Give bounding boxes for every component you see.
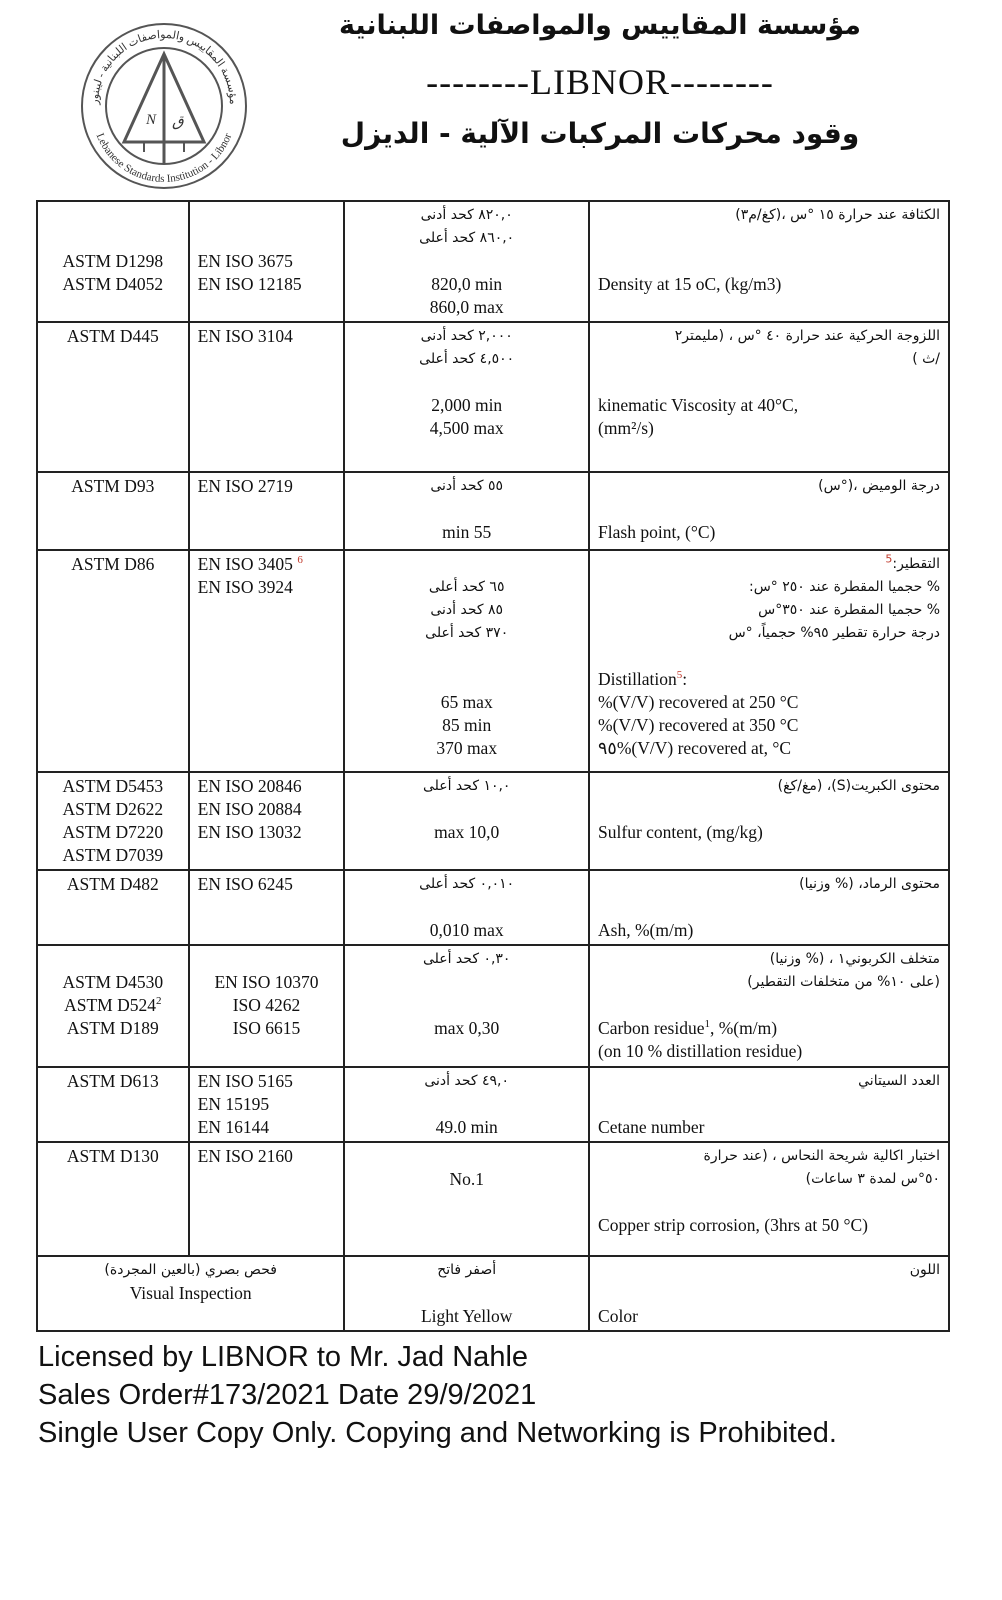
limit-value-en: 2,000 min bbox=[431, 395, 503, 415]
property-name-en: Color bbox=[598, 1306, 638, 1326]
astm-method: ASTM D524 bbox=[64, 995, 157, 1015]
limit-value-ar: ٤,٥٠٠ كحد أعلى bbox=[419, 351, 515, 367]
libnor-seal-logo bbox=[78, 14, 250, 194]
footnote-marker: 1 bbox=[704, 1018, 710, 1031]
en-method-cell bbox=[189, 870, 345, 945]
limit-value-en: 0,010 max bbox=[429, 920, 504, 940]
method-cell bbox=[37, 1256, 344, 1331]
table-row bbox=[37, 550, 949, 772]
property-name-en: Cetane number bbox=[598, 1117, 705, 1137]
en-method: EN ISO 13032 bbox=[197, 822, 302, 842]
property-name-ar: درجة الوميض ،(°س) bbox=[818, 478, 940, 494]
astm-method: ASTM D93 bbox=[71, 476, 155, 496]
limit-value-ar: ٢,٠٠٠ كحد أدنى bbox=[420, 328, 513, 344]
property-name-en: %(V/V) recovered at 350 °C bbox=[598, 715, 799, 735]
en-method: EN ISO 2160 bbox=[197, 1146, 293, 1166]
property-unit: , %(m/m) bbox=[709, 1018, 778, 1038]
limit-value-en: 4,500 max bbox=[429, 418, 504, 438]
astm-method: ASTM D482 bbox=[66, 874, 159, 894]
license-footer bbox=[38, 1338, 978, 1452]
property-name-en: Sulfur content, (mg/kg) bbox=[598, 822, 763, 842]
property-name-ar: محتوى الكبريت(S)، (مغ/كغ) bbox=[777, 778, 940, 794]
en-method-cell bbox=[189, 472, 345, 550]
limit-value-cell bbox=[344, 201, 589, 322]
property-name-ar: /ث ) bbox=[912, 351, 940, 367]
property-name-en: (on 10 % distillation residue) bbox=[598, 1041, 803, 1061]
en-method: EN 16144 bbox=[197, 1117, 270, 1137]
astm-method-cell bbox=[37, 472, 189, 550]
en-method-cell bbox=[189, 772, 345, 870]
table-row bbox=[37, 201, 949, 322]
en-method: EN ISO 3675 bbox=[197, 251, 293, 271]
document-title: وقود محركات المركبات الآلية - الديزل bbox=[340, 117, 860, 150]
en-method: ISO 6615 bbox=[232, 1018, 301, 1038]
method-name-en: Visual Inspection bbox=[129, 1283, 252, 1303]
footnote-marker: 5 bbox=[676, 669, 683, 682]
limit-value-ar: ٦٥ كحد أعلى bbox=[428, 579, 505, 595]
property-cell bbox=[589, 1256, 949, 1331]
astm-method: ASTM D1298 bbox=[62, 251, 164, 271]
limit-value-cell bbox=[344, 1067, 589, 1142]
en-method-cell bbox=[189, 1142, 345, 1256]
en-method-cell bbox=[189, 1067, 345, 1142]
seal-ring-text-ar: مؤسسة المقاييس والمواصفات اللبنانية - ليبنور bbox=[88, 28, 240, 105]
limit-value-en: 49.0 min bbox=[435, 1117, 498, 1137]
limit-value-ar: ٣٧٠ كحد أعلى bbox=[425, 625, 509, 641]
footnote-marker: 5 bbox=[885, 552, 893, 566]
en-method: ISO 4262 bbox=[232, 995, 301, 1015]
property-name-ar: ٥٠°س لمدة ٣ ساعات) bbox=[805, 1171, 940, 1187]
en-method-cell bbox=[189, 945, 345, 1067]
property-name-en: (mm²/s) bbox=[598, 418, 654, 438]
property-cell bbox=[589, 322, 949, 472]
limit-value-en: 85 min bbox=[442, 715, 492, 735]
limit-value-en: 370 max bbox=[436, 738, 498, 758]
sales-order-line: Sales Order#173/2021 Date 29/9/2021 bbox=[38, 1379, 537, 1411]
property-name-en: Ash, %(m/m) bbox=[598, 920, 694, 940]
en-method-cell bbox=[189, 201, 345, 322]
property-name-en: Distillation bbox=[598, 669, 677, 689]
limit-value-ar: ٠,٠١٠ كحد أعلى bbox=[419, 876, 515, 892]
property-name-en: Density at 15 oC, (kg/m3) bbox=[598, 274, 782, 294]
property-cell bbox=[589, 1142, 949, 1256]
seal-letter-qaf: ق bbox=[172, 114, 184, 130]
property-cell: التقطير:$^5$ % حجميا المقطرة عند ٢٥٠ °س: % حجميا المقطرة عند ٣٥٠°س درجة حرارة تقطير ٩٥% حجمياً، °س Distillation$^5$: %(V/V) recovered at 250 °C %(V/V) recovered at 350 °C ٩٥%(V/V) recovered at, °C bbox=[589, 550, 949, 772]
property-name-ar: متخلف الكربوني١ ، (% وزنيا) bbox=[769, 951, 940, 967]
limit-value-en: max 0,30 bbox=[434, 1018, 500, 1038]
org-name-english: --------LIBNOR-------- bbox=[426, 62, 774, 102]
table-row bbox=[37, 772, 949, 870]
property-name-en: Carbon residue bbox=[598, 1018, 705, 1038]
table-row bbox=[37, 1142, 949, 1256]
en-method: EN ISO 20884 bbox=[197, 799, 302, 819]
limit-value-ar: ٥٥ كحد أدنى bbox=[430, 478, 504, 494]
limit-value-ar: ١٠,٠ كحد أعلى bbox=[422, 778, 511, 794]
license-line: Licensed by LIBNOR to Mr. Jad Nahle bbox=[38, 1341, 529, 1373]
limit-value-en: min 55 bbox=[442, 522, 492, 542]
astm-method: ASTM D7039 bbox=[62, 845, 164, 865]
limit-value-en: 820,0 min bbox=[431, 274, 503, 294]
org-name-arabic: مؤسسة المقاييس والمواصفات اللبنانية bbox=[338, 10, 862, 41]
limit-value-ar: ٠,٣٠ كحد أعلى bbox=[422, 951, 511, 967]
property-cell bbox=[589, 945, 949, 1067]
en-method: EN ISO 10370 bbox=[214, 972, 319, 992]
limit-value-ar: ٨٥ كحد أدنى bbox=[430, 602, 504, 618]
property-name-ar: اللزوجة الحركية عند حرارة ٤٠ °س ، (مليمتر٢ bbox=[674, 328, 940, 344]
property-name-ar: (على ١٠% من متخلفات التقطير) bbox=[747, 974, 940, 990]
property-name-ar: التقطير: bbox=[892, 556, 940, 572]
en-method: EN ISO 5165 bbox=[197, 1071, 293, 1091]
en-method: EN ISO 3405 bbox=[197, 554, 293, 574]
property-name-en: kinematic Viscosity at 40°C, bbox=[598, 395, 799, 415]
copy-restriction-line: Single User Copy Only. Copying and Networking is Prohibited. bbox=[38, 1417, 837, 1449]
property-name-ar: محتوى الرماد، (% وزنيا) bbox=[799, 876, 940, 892]
en-method: EN ISO 3924 bbox=[197, 577, 293, 597]
property-name-ar: % حجميا المقطرة عند ٢٥٠ °س: bbox=[748, 579, 940, 595]
en-method-cell bbox=[189, 550, 345, 772]
astm-method: ASTM D5453 bbox=[62, 776, 164, 796]
footnote-marker: 6 bbox=[297, 554, 303, 567]
property-name-ar: اللون bbox=[909, 1262, 940, 1278]
table-row bbox=[37, 472, 949, 550]
method-name-ar: فحص بصري (بالعين المجردة) bbox=[104, 1262, 277, 1278]
property-cell bbox=[589, 201, 949, 322]
en-method: EN ISO 12185 bbox=[197, 274, 302, 294]
limit-value-ar: أصفر فاتح bbox=[437, 1262, 497, 1278]
limit-value-en: No.1 bbox=[449, 1169, 484, 1189]
astm-method: ASTM D445 bbox=[66, 326, 159, 346]
limit-value-cell bbox=[344, 1142, 589, 1256]
limit-value-cell bbox=[344, 472, 589, 550]
astm-method: ASTM D130 bbox=[66, 1146, 159, 1166]
astm-method-cell bbox=[37, 550, 189, 772]
table-row bbox=[37, 945, 949, 1067]
limit-value-en: 65 max bbox=[440, 692, 493, 712]
property-name-ar: درجة حرارة تقطير ٩٥% حجمياً، °س bbox=[728, 625, 940, 641]
property-name-en: ٩٥%(V/V) recovered at, °C bbox=[598, 738, 791, 758]
property-cell bbox=[589, 472, 949, 550]
astm-method-cell bbox=[37, 1142, 189, 1256]
astm-method: ASTM D2622 bbox=[62, 799, 164, 819]
astm-method: ASTM D613 bbox=[66, 1071, 159, 1091]
limit-value-ar: ٤٩,٠ كحد أدنى bbox=[424, 1073, 510, 1089]
astm-method-cell bbox=[37, 870, 189, 945]
en-method: EN ISO 20846 bbox=[197, 776, 302, 796]
astm-method-cell bbox=[37, 201, 189, 322]
astm-method: ASTM D189 bbox=[66, 1018, 159, 1038]
en-method: EN ISO 2719 bbox=[197, 476, 293, 496]
limit-value-ar: ٨٦٠,٠ كحد أعلى bbox=[419, 230, 515, 246]
astm-method: ASTM D86 bbox=[71, 554, 155, 574]
limit-value-cell bbox=[344, 945, 589, 1067]
astm-method-cell bbox=[37, 945, 189, 1067]
limit-value-en: Light Yellow bbox=[420, 1306, 513, 1326]
astm-method-cell bbox=[37, 322, 189, 472]
limit-value-cell bbox=[344, 322, 589, 472]
footnote-marker: 2 bbox=[156, 995, 162, 1008]
astm-method: ASTM D4530 bbox=[62, 972, 164, 992]
table-row bbox=[37, 870, 949, 945]
property-name-ar: العدد السيتاني bbox=[858, 1073, 940, 1089]
property-name-en: %(V/V) recovered at 250 °C bbox=[598, 692, 799, 712]
table-row bbox=[37, 322, 949, 472]
seal-letter-n: N bbox=[146, 112, 157, 128]
table-row bbox=[37, 1067, 949, 1142]
limit-value-en: max 10,0 bbox=[434, 822, 500, 842]
astm-method: ASTM D7220 bbox=[62, 822, 164, 842]
property-name-ar: اختبار اكالية شريحة النحاس ، (عند حرارة bbox=[703, 1148, 940, 1164]
astm-method: ASTM D4052 bbox=[62, 274, 164, 294]
en-method: EN ISO 6245 bbox=[197, 874, 293, 894]
en-method-cell bbox=[189, 322, 345, 472]
limit-value-en: 860,0 max bbox=[429, 297, 504, 317]
property-cell bbox=[589, 870, 949, 945]
en-method: EN ISO 3104 bbox=[197, 326, 293, 346]
astm-method-cell bbox=[37, 772, 189, 870]
limit-value-cell bbox=[344, 870, 589, 945]
table-row bbox=[37, 1256, 949, 1331]
property-cell bbox=[589, 772, 949, 870]
diesel-spec-table bbox=[36, 200, 950, 1332]
en-method: EN 15195 bbox=[197, 1094, 270, 1114]
limit-value-cell bbox=[344, 550, 589, 772]
property-cell bbox=[589, 1067, 949, 1142]
document-header bbox=[260, 8, 940, 154]
limit-value-cell bbox=[344, 772, 589, 870]
property-name-en: Copper strip corrosion, (3hrs at 50 °C) bbox=[598, 1215, 868, 1235]
limit-value-ar: ٨٢٠,٠ كحد أدنى bbox=[420, 207, 513, 223]
limit-value-cell bbox=[344, 1256, 589, 1331]
property-name-ar: % حجميا المقطرة عند ٣٥٠°س bbox=[758, 602, 940, 618]
seal-ring-text-en: Lebanese Standards Institution - Libnor bbox=[93, 131, 235, 186]
property-name-ar: الكثافة عند حرارة ١٥ °س ،(كغ/م٣) bbox=[735, 207, 940, 223]
property-name-en: Flash point, (°C) bbox=[598, 522, 716, 542]
astm-method-cell bbox=[37, 1067, 189, 1142]
